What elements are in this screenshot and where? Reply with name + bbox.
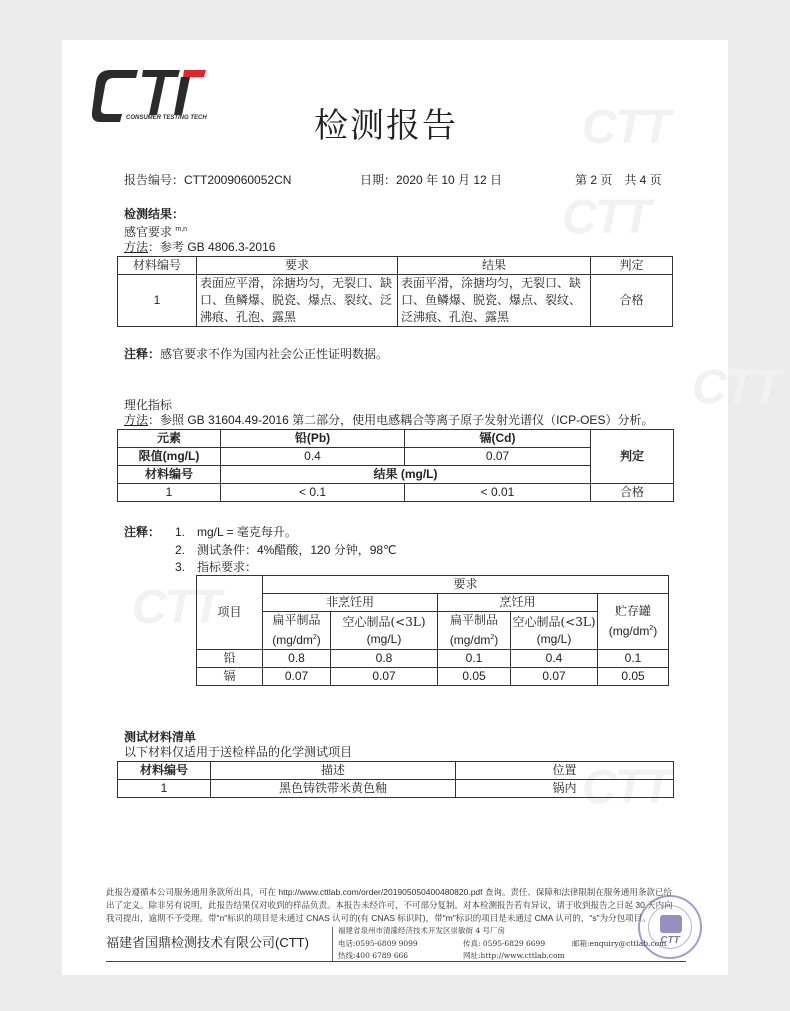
- element-name: 镉: [197, 668, 263, 686]
- col-header: 结果: [398, 257, 591, 275]
- value-cell: 0.05: [598, 668, 669, 686]
- result-label: 结果 (mg/L): [221, 466, 591, 484]
- watermark: CTT: [582, 101, 670, 154]
- value-cell: 0.1: [438, 650, 511, 668]
- unit: (mg/L): [536, 631, 572, 646]
- method-text: ：参考 GB 4806.3-2016: [148, 240, 276, 254]
- company-seal: [638, 895, 702, 959]
- value-cell: 0.07: [511, 668, 598, 686]
- value-cell: 0.07: [263, 668, 331, 686]
- value-cell: 0.8: [331, 650, 438, 668]
- sensory-table: [117, 256, 673, 327]
- footer-disclaimer-line: 我司提出，逾期不予受理。带"n"标识的项目是未通过 CNAS 认可的(有 CNAS 标识时)，带"m"标识的项目是未通过 CMA 认可的，"s"为分包项目。: [106, 913, 651, 923]
- unit-close: ): [316, 633, 321, 647]
- element-label: 元素: [118, 430, 221, 448]
- value-cell: 0.05: [438, 668, 511, 686]
- materials-subheading: 以下材料仅适用于送检样品的化学测试项目: [124, 745, 353, 759]
- table-row: [197, 668, 669, 686]
- hollow-label: 空心制品(<3L): [342, 614, 426, 629]
- cd-result: < 0.01: [405, 484, 591, 502]
- cd-limit: 0.07: [405, 448, 591, 466]
- watermark: CTT: [692, 361, 780, 414]
- logo-tagline: CONSUMER TESTING TECH: [126, 115, 207, 121]
- table-header-row: [118, 257, 673, 275]
- page-number: 第 2 页 共 4 页: [575, 173, 662, 187]
- storage-header: [598, 594, 669, 650]
- material-location: 锅内: [456, 780, 674, 798]
- pb-result: < 0.1: [221, 484, 405, 502]
- unit: [450, 633, 499, 647]
- limit-label: 限值(mg/L): [118, 448, 221, 466]
- material-description: 黑色铸铁带米黄色釉: [211, 780, 456, 798]
- report-date: 日期：2020 年 10 月 12 日: [360, 173, 503, 187]
- value-cell: 0.4: [511, 650, 598, 668]
- requirements-table: [196, 575, 669, 686]
- result-cell: 表面平滑，涂搪均匀，无裂口、缺口、鱼鳞爆、脱瓷、爆点、裂纹、泛沸痕、孔泡、露黑: [398, 275, 591, 327]
- pb-header: 铅(Pb): [221, 430, 405, 448]
- storage-label: 贮存罐: [615, 604, 652, 618]
- watermark: CTT: [582, 761, 670, 814]
- unit: [272, 633, 321, 647]
- note-item: 3. 指标要求：: [175, 560, 258, 574]
- verdict-cell: 合格: [591, 275, 673, 327]
- flat-header: [263, 612, 331, 650]
- note-text: 感官要求不作为国内社会公正性证明数据。: [160, 347, 389, 361]
- company-phone: 电话:0595-6809 9099: [338, 939, 418, 948]
- unit-close: ): [653, 624, 658, 638]
- materials-table: [117, 761, 674, 798]
- footer-divider: [332, 927, 333, 961]
- unit-sup: 2: [312, 634, 317, 641]
- note-item: 1. mg/L = 毫克每升。: [175, 525, 297, 539]
- note-item: 2. 测试条件：4%醋酸，120 分钟，98℃: [175, 543, 397, 557]
- sensory-note: [124, 346, 388, 362]
- table-row: [118, 484, 674, 502]
- unit: [609, 624, 658, 638]
- seal-text: CTT: [660, 935, 680, 946]
- value-cell: 0.8: [263, 650, 331, 668]
- col-header: 判定: [591, 257, 673, 275]
- company-website: 网址:http://www.cttlab.com: [463, 951, 565, 960]
- company-hotline: 热线:400 6789 666: [338, 951, 409, 960]
- table-row: [197, 650, 669, 668]
- unit-close: ): [494, 633, 499, 647]
- company-fax: 传真: 0595-6829 6699: [463, 939, 546, 948]
- col-header: 位置: [456, 762, 674, 780]
- verdict-header: 判定: [591, 430, 674, 484]
- method-label: 方法: [124, 240, 149, 254]
- value-cell: 0.1: [598, 650, 669, 668]
- col-header: 要求: [197, 257, 398, 275]
- company-name: 福建省国鼎检测技术有限公司(CTT): [106, 935, 309, 950]
- material-id: 1: [118, 275, 197, 327]
- id-label: 材料编号: [118, 466, 221, 484]
- method-label: 方法: [124, 413, 149, 427]
- sensory-method: [124, 239, 275, 255]
- flat-label: 扁平制品: [272, 613, 321, 627]
- material-id: 1: [118, 780, 211, 798]
- item-header: 项目: [197, 576, 263, 650]
- pb-limit: 0.4: [221, 448, 405, 466]
- cooking-header: 烹饪用: [438, 594, 598, 612]
- unit-sup: 2: [490, 634, 495, 641]
- material-id: 1: [118, 484, 221, 502]
- flat-header: [438, 612, 511, 650]
- table-row: [118, 275, 673, 327]
- verdict-cell: 合格: [591, 484, 674, 502]
- hollow-header: [331, 612, 438, 650]
- unit-sup: 2: [649, 625, 654, 632]
- method-text: ：参照 GB 31604.49-2016 第二部分，使用电感耦合等离子原子发射光谱仪（ICP-OES）分析。: [148, 413, 654, 427]
- req-header: 要求: [263, 576, 669, 594]
- report-number: 报告编号：CTT2009060052CN: [124, 173, 292, 187]
- non-cooking-header: 非烹饪用: [263, 594, 438, 612]
- watermark: CTT: [132, 581, 220, 634]
- ctt-logo: [88, 64, 208, 128]
- chem-table: [117, 429, 674, 502]
- company-address: 福建省泉州市清濛经济技术开发区崇敏街 4 号厂房: [338, 926, 506, 935]
- sensory-title: 感官要求: [124, 225, 173, 239]
- watermark: CTT: [562, 191, 650, 244]
- flat-label: 扁平制品: [449, 613, 498, 627]
- note-label: 注释：: [124, 347, 161, 361]
- value-cell: 0.07: [331, 668, 438, 686]
- unit-text: (mg/dm: [272, 633, 313, 647]
- results-heading: 检测结果：: [124, 207, 185, 221]
- requirement-cell: 表面应平滑，涂搪均匀，无裂口、缺口、鱼鳞爆、脱瓷、爆点、裂纹、泛沸痕、孔泡、露黑: [197, 275, 398, 327]
- element-name: 铅: [197, 650, 263, 668]
- unit: (mg/L): [366, 631, 402, 646]
- table-row: [118, 780, 674, 798]
- footer-disclaimer-line: 出了定义。除非另有说明，此报告结果仅对收到的样品负责。本报告未经许可，不可部分复制。对本检测报告若有异议，请于收到报告之日起 30 天内向: [106, 900, 673, 910]
- notes-label: 注释：: [124, 525, 161, 539]
- sensory-heading: [124, 222, 187, 240]
- unit-text: (mg/dm: [449, 633, 491, 647]
- hollow-label: 空心制品(<3L): [512, 614, 596, 629]
- hollow-header: [511, 612, 598, 650]
- chem-method: [124, 412, 653, 428]
- company-email: 邮箱:enquiry@cttlab.com: [572, 939, 667, 948]
- chem-heading: 理化指标: [124, 398, 173, 412]
- footer-disclaimer-line: 此报告遵循本公司服务通用条款所出具，可在 http://www.cttlab.com/order/201905050400480820.pdf 查询。责任、保障和法律限制在服务通用条款已给: [106, 887, 672, 897]
- page-title: 检测报告: [314, 106, 458, 146]
- cd-header: 镉(Cd): [405, 430, 591, 448]
- unit-text: (mg/dm: [608, 624, 650, 638]
- sensory-superscript: m,n: [175, 226, 188, 233]
- col-header: 材料编号: [118, 257, 197, 275]
- col-header: 材料编号: [118, 762, 211, 780]
- col-header: 描述: [211, 762, 456, 780]
- materials-heading: 测试材料清单: [124, 730, 197, 744]
